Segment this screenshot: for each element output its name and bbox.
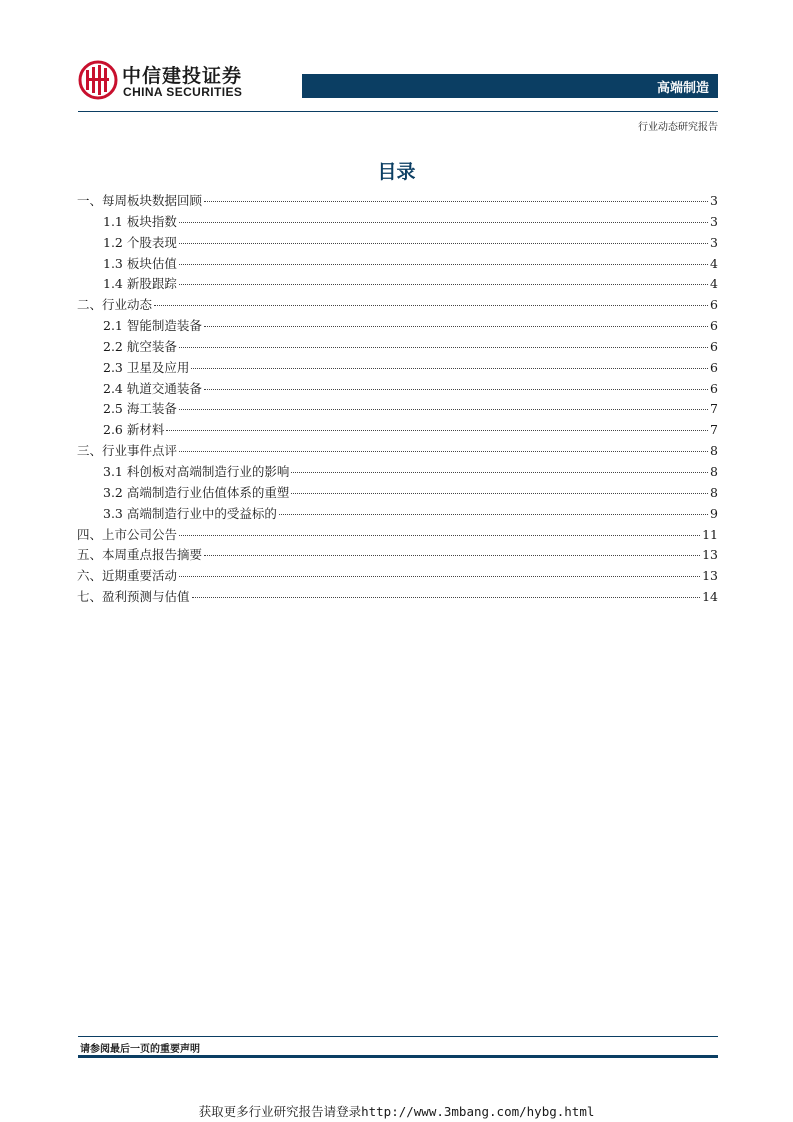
logo-chinese-name: 中信建投证券 xyxy=(122,65,243,87)
toc-entry[interactable] xyxy=(77,337,718,358)
section-tag: 高端制造 xyxy=(656,80,709,96)
logo-english-name: CHINA SECURITIES xyxy=(123,85,243,99)
toc-dot-leader xyxy=(179,242,708,244)
report-type: 行业动态研究报告 xyxy=(638,122,718,133)
toc-entry-page: 13 xyxy=(702,547,718,563)
toc-entry-label: 2.2 航空装备 xyxy=(103,338,177,354)
toc-entry[interactable] xyxy=(77,379,718,400)
toc-entry-label: 2.1 智能制造装备 xyxy=(103,318,202,334)
footer-divider-thin xyxy=(78,1036,718,1037)
toc-entry[interactable] xyxy=(77,525,718,546)
toc-entry-page: 6 xyxy=(710,338,718,354)
toc-entry-page: 8 xyxy=(710,484,718,500)
toc-entry-label: 二、行业动态 xyxy=(77,297,153,313)
toc-entry-label: 四、上市公司公告 xyxy=(77,526,178,542)
toc-entry[interactable] xyxy=(77,441,718,462)
toc-entry-label: 2.4 轨道交通装备 xyxy=(103,380,202,396)
toc-entry[interactable] xyxy=(77,462,718,483)
toc-entry[interactable] xyxy=(77,358,718,379)
toc-entry[interactable] xyxy=(77,212,718,233)
toc-entry-label: 七、盈利预测与估值 xyxy=(77,589,190,605)
toc-dot-leader xyxy=(204,554,700,556)
toc-entry-page: 8 xyxy=(710,463,718,479)
toc-dot-leader xyxy=(204,325,708,327)
toc-entry-page: 3 xyxy=(710,193,718,208)
promo-note: 获取更多行业研究报告请登录http://www.3mbang.com/hybg.html xyxy=(198,1104,595,1119)
toc-dot-leader xyxy=(179,575,700,577)
toc-dot-leader xyxy=(179,263,708,265)
toc-entry[interactable] xyxy=(77,316,718,337)
toc-entry-label: 3.2 高端制造行业估值体系的重塑 xyxy=(103,484,290,500)
toc-entry-label: 六、近期重要活动 xyxy=(77,568,178,584)
toc-entry[interactable] xyxy=(77,566,718,587)
toc-entry[interactable] xyxy=(77,399,718,420)
toc-dot-leader xyxy=(179,450,708,452)
toc-entry-label: 五、本周重点报告摘要 xyxy=(77,547,203,563)
toc-entry-page: 6 xyxy=(710,380,718,396)
toc-entry-page: 6 xyxy=(710,297,718,313)
toc-dot-leader xyxy=(192,596,701,598)
toc-entry-label: 3.1 科创板对高端制造行业的影响 xyxy=(103,463,290,479)
toc-entry[interactable] xyxy=(77,274,718,295)
toc-entry-page: 9 xyxy=(710,505,718,521)
table-of-contents xyxy=(77,191,718,608)
header-divider xyxy=(78,111,718,112)
toc-entry[interactable] xyxy=(77,504,718,525)
toc-entry[interactable] xyxy=(77,295,718,316)
toc-title: 目录 xyxy=(377,161,416,183)
toc-entry-label: 2.5 海工装备 xyxy=(103,401,177,417)
toc-dot-leader xyxy=(179,346,708,348)
toc-entry-page: 7 xyxy=(710,422,718,438)
toc-entry-page: 13 xyxy=(702,568,718,584)
toc-dot-leader xyxy=(291,492,708,494)
toc-entry[interactable] xyxy=(77,587,718,608)
toc-entry[interactable] xyxy=(77,545,718,566)
toc-dot-leader xyxy=(204,388,708,390)
toc-entry-label: 一、每周板块数据回顾 xyxy=(77,193,203,208)
toc-entry-page: 6 xyxy=(710,318,718,334)
toc-entry-page: 7 xyxy=(710,401,718,417)
toc-dot-leader xyxy=(166,429,708,431)
toc-entry[interactable] xyxy=(77,191,718,212)
toc-entry-page: 3 xyxy=(710,213,718,229)
toc-entry-label: 1.1 板块指数 xyxy=(103,213,177,229)
toc-entry[interactable] xyxy=(77,233,718,254)
footer-disclaimer: 请参阅最后一页的重要声明 xyxy=(80,1044,200,1055)
toc-entry-page: 8 xyxy=(710,443,718,459)
toc-entry-label: 2.6 新材料 xyxy=(103,422,165,438)
toc-entry-label: 3.3 高端制造行业中的受益标的 xyxy=(103,505,277,521)
toc-entry-label: 三、行业事件点评 xyxy=(77,443,178,459)
toc-dot-leader xyxy=(179,408,708,410)
china-securities-logo-icon xyxy=(78,60,118,100)
toc-entry[interactable] xyxy=(77,420,718,441)
toc-entry-page: 6 xyxy=(710,359,718,375)
toc-entry-page: 11 xyxy=(702,526,718,542)
toc-dot-leader xyxy=(191,367,708,369)
toc-dot-leader xyxy=(204,200,708,202)
toc-entry-page: 3 xyxy=(710,234,718,250)
toc-dot-leader xyxy=(179,534,700,536)
toc-entry-label: 1.4 新股跟踪 xyxy=(103,276,177,292)
toc-dot-leader xyxy=(179,283,708,285)
company-logo xyxy=(78,60,258,100)
toc-entry-label: 2.3 卫星及应用 xyxy=(103,359,190,375)
toc-dot-leader xyxy=(291,471,708,473)
footer-divider-thick xyxy=(78,1055,718,1058)
toc-entry[interactable] xyxy=(77,254,718,275)
section-tag-bar xyxy=(302,74,718,98)
toc-dot-leader xyxy=(179,221,708,223)
toc-entry-label: 1.3 板块估值 xyxy=(103,255,177,271)
toc-entry-page: 4 xyxy=(710,255,718,271)
toc-dot-leader xyxy=(154,304,708,306)
toc-entry[interactable] xyxy=(77,483,718,504)
toc-entry-label: 1.2 个股表现 xyxy=(103,234,177,250)
toc-entry-page: 14 xyxy=(702,589,718,605)
toc-entry-page: 4 xyxy=(710,276,718,292)
toc-dot-leader xyxy=(279,513,708,515)
